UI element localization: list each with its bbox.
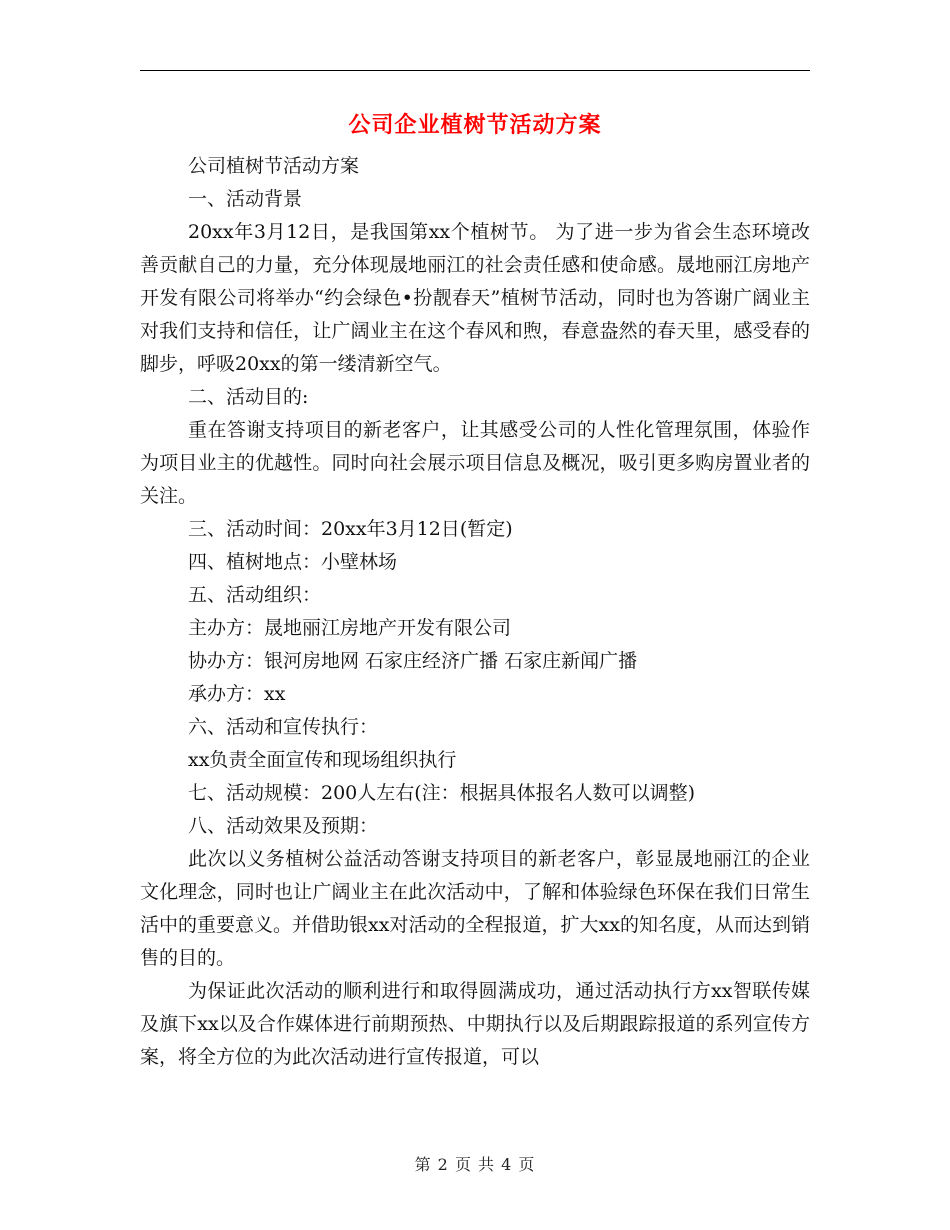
header-rule <box>140 70 810 71</box>
document-title: 公司企业植树节活动方案 <box>348 113 602 138</box>
paragraph-scale: 七、活动规模：200人左右(注：根据具体报名人数可以调整) <box>188 782 696 804</box>
document-body <box>140 150 810 1074</box>
paragraph-location: 四、植树地点：小壁林场 <box>188 551 398 573</box>
page-footer: 第 2 页 共 4 页 <box>414 1155 536 1174</box>
paragraph-execution: xx负责全面宣传和现场组织执行 <box>188 749 457 771</box>
paragraph-guarantee: 为保证此次活动的顺利进行和取得圆满成功，通过活动执行方xx智联传媒及旗下xx以及合作媒体进行前期预热、中期执行以及后期跟踪报道的系列宣传方案，将全方位的为此次活动进行宣传报道，可以 <box>140 980 810 1068</box>
paragraph-organizer: 承办方：xx <box>188 683 286 705</box>
paragraph-background: 20xx年3月12日，是我国第xx个植树节。 为了进一步为省会生态环境改善贡献自己的力量，充分体现晟地丽江的社会责任感和使命感。晟地丽江房地产开发有限公司将举办“约会绿色•扮靓春天”植树节活动，同时也为答谢广阔业主对我们支持和信任，让广阔业主在这个春风和煦，春意盎然的春天里，感受春的脚步，呼吸20xx的第一缕清新空气。 <box>140 221 810 375</box>
paragraph-time: 三、活动时间：20xx年3月12日(暂定) <box>188 518 513 540</box>
paragraph-effect: 此次以义务植树公益活动答谢支持项目的新老客户，彰显晟地丽江的企业文化理念，同时也让广阔业主在此次活动中，了解和体验绿色环保在我们日常生活中的重要意义。并借助银xx对活动的全程报道，扩大xx的知名度，从而达到销售的目的。 <box>140 848 810 969</box>
heading-execution: 六、活动和宣传执行： <box>188 716 379 738</box>
paragraph-purpose: 重在答谢支持项目的新老客户，让其感受公司的人性化管理氛围，体验作为项目业主的优越性。同时向社会展示项目信息及概况，吸引更多购房置业者的关注。 <box>140 419 810 507</box>
paragraph-co-host: 协办方：银河房地网 石家庄经济广播 石家庄新闻广播 <box>188 650 638 672</box>
paragraph-host: 主办方：晟地丽江房地产开发有限公司 <box>188 617 512 639</box>
paragraph-subtitle: 公司植树节活动方案 <box>188 155 360 177</box>
heading-effect: 八、活动效果及预期： <box>188 815 379 837</box>
heading-purpose: 二、活动目的: <box>188 386 309 408</box>
heading-background: 一、活动背景 <box>188 188 303 210</box>
heading-organization: 五、活动组织： <box>188 584 322 606</box>
